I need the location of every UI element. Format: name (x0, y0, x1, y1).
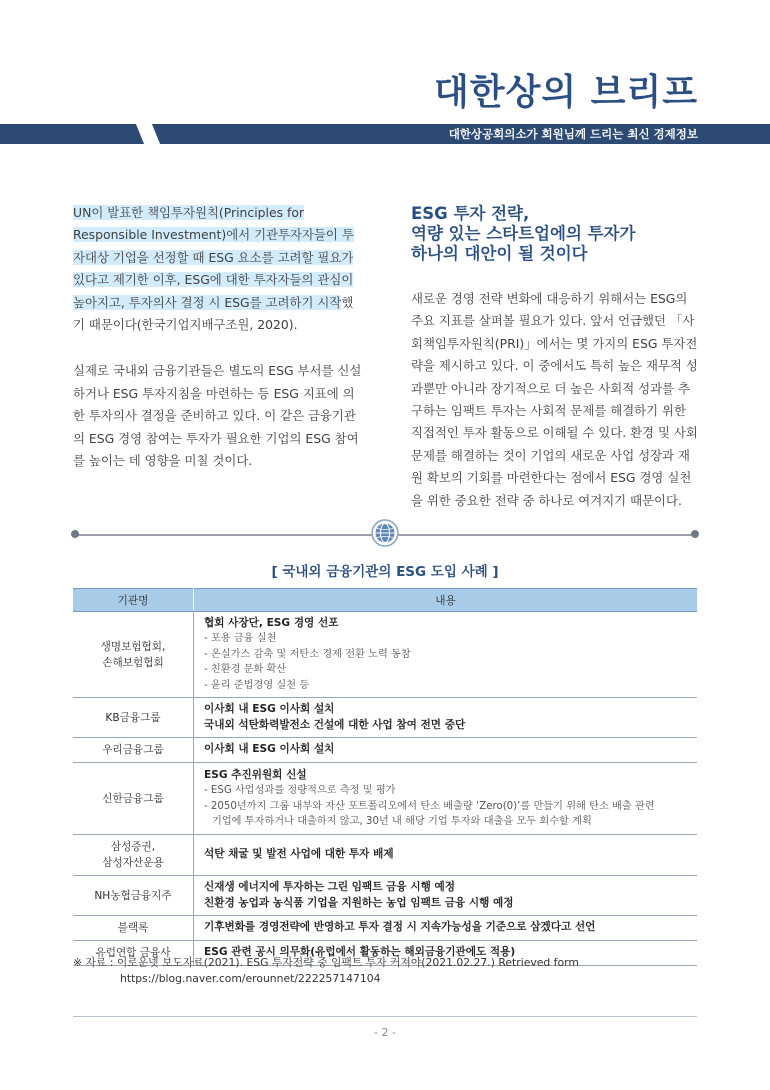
org-cell (73, 763, 194, 835)
org-cell (73, 916, 194, 941)
org-cell (73, 698, 194, 738)
table-row (73, 835, 697, 876)
content-cell (194, 835, 698, 876)
divider-dot-left (71, 530, 79, 538)
item-title: 신재생 에너지에 투자하는 그린 임팩트 금융 시행 예정 (204, 881, 455, 894)
org-cell (73, 835, 194, 876)
heading-line: ESG 투자 전략, (411, 204, 530, 223)
left-paragraph-2: 실제로 국내외 금융기관들은 별도의 ESG 부서를 신설하거나 ESG 투자지침을 마련하는 등 ESG 지표에 의한 투자의사 결정을 준비하고 있다. 이 같은 금융기관의 ESG 경영 참여는 투자가 필요한 기업의 ESG 참여를 높이는 데 영향을 미칠 것이다. (73, 363, 362, 469)
source-line: ※ 자료 : 이로운넷 보도자료(2021). ESG 투자전략 중 임팩트 투자 커져야(2021.02.27.) Retrieved form (73, 956, 579, 969)
left-column (73, 202, 363, 496)
table-row (73, 738, 697, 763)
org-line: 블랙록 (117, 922, 149, 935)
item-title: ESG 추진위원회 신설 (204, 768, 307, 781)
table-row (73, 763, 697, 835)
content-cell (194, 763, 698, 835)
esg-cases-table (73, 588, 697, 966)
org-line: 삼성증권, (110, 841, 156, 854)
org-line: 삼성자산운용 (102, 857, 164, 870)
item-title: 국내외 석탄화력발전소 건설에 대한 사업 참여 전면 중단 (204, 718, 466, 731)
detail-line: - 친환경 문화 확산 (204, 664, 287, 676)
content-cell (194, 738, 698, 763)
table-row (73, 916, 697, 941)
section-heading (411, 204, 701, 264)
item-title: 이사회 내 ESG 이사회 설치 (204, 743, 335, 756)
item-title: 협회 사장단, ESG 경영 선포 (204, 617, 339, 629)
brand-title: 대한상의 브리프 (434, 72, 698, 113)
header-subtitle: 대한상공회의소가 회원님께 드리는 최신 경제정보 (448, 127, 698, 141)
left-paragraph-1 (73, 202, 363, 336)
org-cell (73, 612, 194, 698)
globe-icon (371, 519, 399, 547)
heading-line: 역량 있는 스타트업에의 투자가 (411, 224, 636, 243)
item-title: 석탄 채굴 및 발전 사업에 대한 투자 배제 (204, 848, 394, 861)
table-row (73, 876, 697, 916)
org-cell (73, 738, 194, 763)
source-note (73, 955, 697, 987)
paragraph-text: 했기 때문이다(한국기업지배구조원, 2020). (73, 294, 354, 333)
item-title: 기후변화를 경영전략에 반영하고 투자 결정 시 지속가능성을 기준으로 삼겠다고 선언 (204, 921, 596, 934)
divider-dot-right (691, 530, 699, 538)
page-number: - 2 - (374, 1026, 396, 1039)
source-link: https://blog.naver.com/erounnet/222257147104 (120, 972, 381, 985)
table-row (73, 698, 697, 738)
heading-line: 하나의 대안이 될 것이다 (411, 244, 588, 263)
item-title: 이사회 내 ESG 이사회 설치 (204, 703, 335, 716)
org-cell (73, 876, 194, 916)
org-line: 신한금융그룹 (102, 792, 164, 805)
detail-line: 기업에 투자하거나 대출하지 않고, 30년 내 해당 기업 투자와 대출을 모두 회수할 계획 (212, 815, 592, 827)
org-line: 손해보험협회 (102, 656, 164, 669)
right-paragraph: 새로운 경영 전략 변화에 대응하기 위해서는 ESG의 주요 지표를 살펴볼 필요가 있다. 앞서 언급했던 「사회책임투자원칙(PRI)」에서는 몇 가지의 ESG 투자전략을 제시하고 있다. 이 중에서도 특히 높은 재무적 성과뿐만 아니라 장기적으로 더 높은 사회적 성과를 추구하는 임팩트 투자는 사회적 문제를 해결하기 위한 직접적인 투자 활동으로 이해될 수 있다. 환경 및 사회 문제를 해결하는 것이 기업의 새로운 사업 성장과 재원 확보의 기회를 마련한다는 점에서 ESG 경영 실천을 위한 중요한 전략 중 하나로 여겨지기 때문이다. (411, 291, 698, 508)
item-title: ESG 관련 공시 의무화(유럽에서 활동하는 해외금융기관에도 적용) (204, 946, 516, 959)
detail-line: - 2050년까지 그룹 내부와 자산 포트폴리오에서 탄소 배출량 ‘Zero(0)’를 만들기 위해 탄소 배출 관련 (204, 800, 655, 812)
content-cell (194, 612, 698, 698)
table-header-row (73, 589, 697, 612)
footer-line (73, 1016, 697, 1017)
content-cell (194, 916, 698, 941)
detail-line: - 포용 금융 실천 (204, 633, 277, 645)
org-line: 우리금융그룹 (102, 744, 164, 757)
detail-line: - ESG 사업성과를 정량적으로 측정 및 평가 (204, 785, 396, 797)
column-header-content: 내용 (194, 589, 698, 612)
column-header-org: 기관명 (73, 589, 194, 612)
item-title: 친환경 농업과 농식품 기업을 지원하는 농업 임팩트 금융 시행 예정 (204, 896, 514, 909)
content-cell (194, 698, 698, 738)
detail-line: - 온실가스 감축 및 저탄소 경제 전환 노력 동참 (204, 648, 411, 660)
org-line: KB금융그룹 (105, 711, 161, 724)
org-line: 생명보험협회, (100, 640, 166, 653)
right-column (411, 204, 701, 512)
table-title: [ 국내외 금융기관의 ESG 도입 사례 ] (271, 564, 499, 580)
content-cell (194, 876, 698, 916)
org-line: NH농협금융지주 (94, 889, 172, 902)
table-row (73, 612, 697, 698)
org-line: 유럽연합 금융사 (95, 947, 171, 960)
detail-line: - 윤리 준법경영 실천 등 (204, 679, 310, 691)
highlighted-text: UN이 발표한 책임투자원칙(Principles for Responsible Investment)에서 기관투자자들이 투자대상 기업을 선정할 때 ESG 요소를 고려할 필요가 있다고 제기한 이후, ESG에 대한 투자자들의 관심이 높아지고, 투자의사 결정 시 ESG를 고려하기 시작 (73, 205, 354, 310)
